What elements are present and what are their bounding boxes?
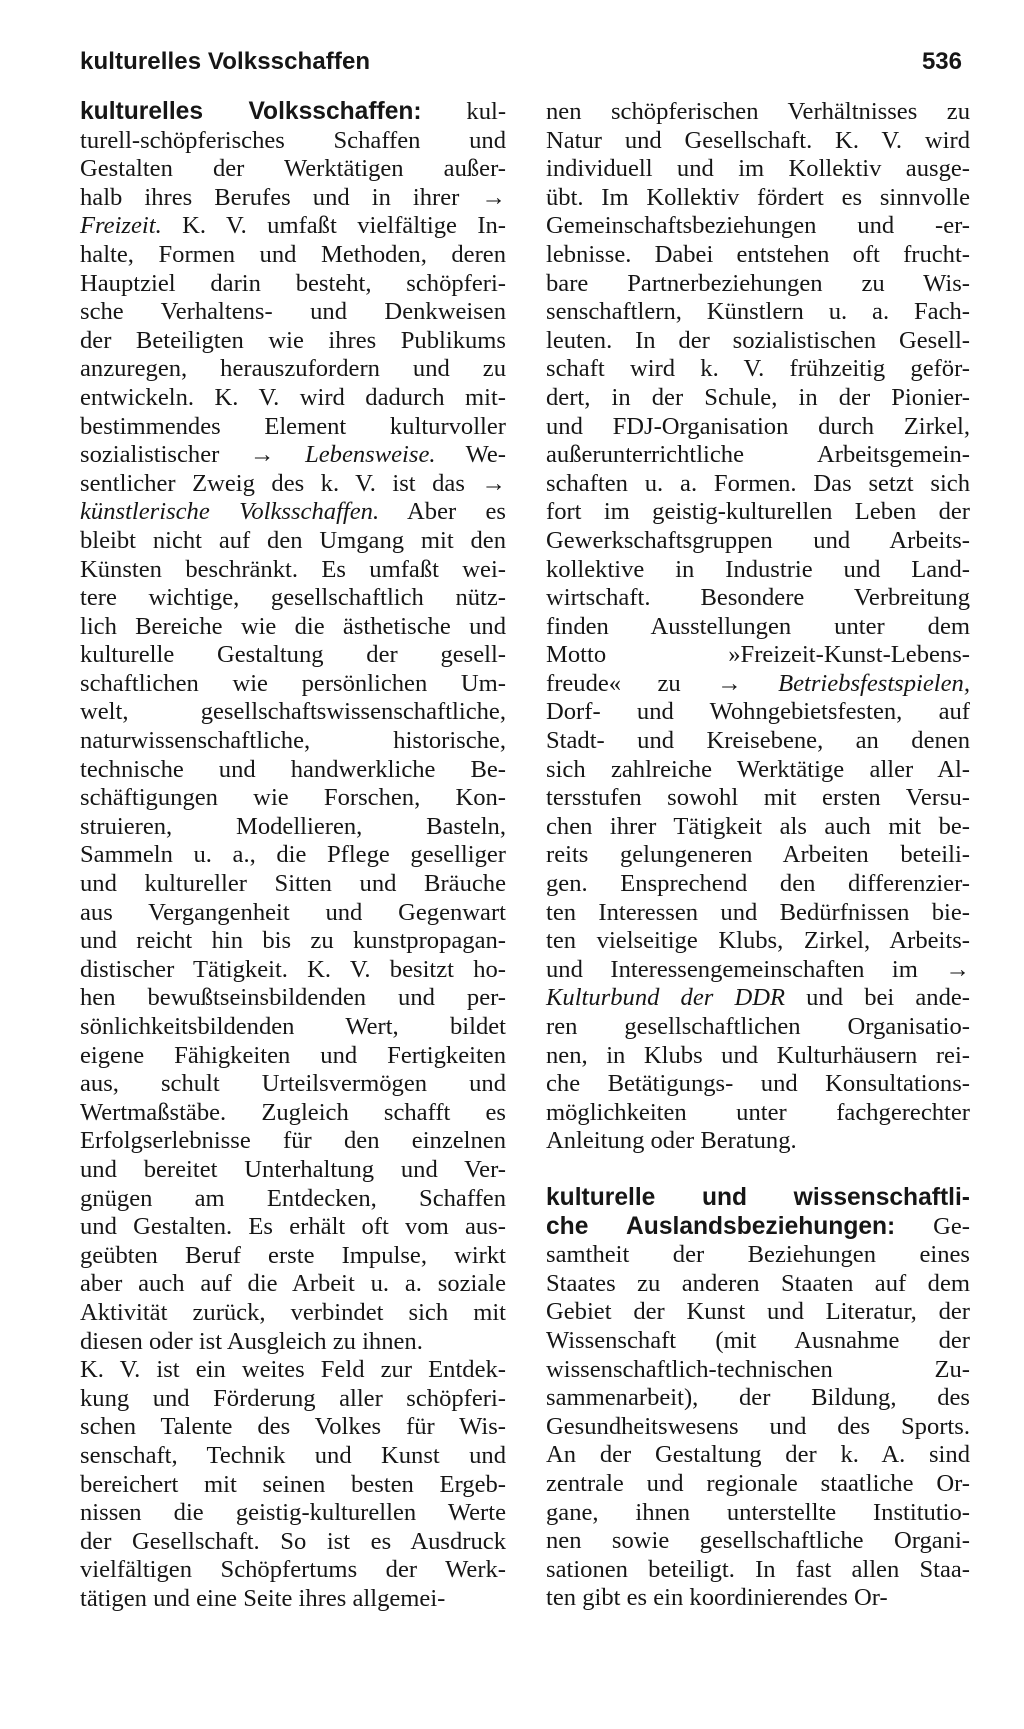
text-line — [546, 1413, 970, 1442]
text-line — [80, 1556, 506, 1585]
line-text: außerunterrichtliche Arbeitsgemein- — [546, 441, 970, 469]
text-line — [80, 698, 506, 727]
line-text: der Beteiligten wie ihres Publikums — [80, 326, 506, 354]
line-text: eigene Fähigkeiten und Fertigkeiten — [80, 1041, 506, 1069]
text-line — [546, 384, 970, 413]
text-line — [546, 727, 970, 756]
text-line — [546, 1556, 970, 1585]
text-line — [546, 756, 970, 785]
text-line — [546, 670, 970, 699]
line-text: und bereitet Unterhaltung und Ver- — [80, 1155, 506, 1183]
line-text: Gebiet der Kunst und Literatur, der — [546, 1298, 970, 1326]
text-line — [80, 527, 506, 556]
text-line — [546, 298, 970, 327]
line-text: halb ihres Berufes und in ihrer → — [80, 183, 506, 211]
text-line — [80, 613, 506, 642]
line-text: Gemeinschaftsbeziehungen und -er- — [546, 212, 970, 240]
line-text: und Gestalten. Es erhält oft vom aus- — [80, 1213, 506, 1241]
line-text: möglichkeiten unter fachgerechter — [546, 1098, 970, 1126]
text-line — [546, 1241, 970, 1270]
text-line — [80, 441, 506, 470]
text-line — [546, 956, 970, 985]
line-text: Sammeln u. a., die Pflege geselliger — [80, 841, 506, 869]
line-text: Hauptziel darin besteht, schöpferi- — [80, 269, 506, 297]
page-number: 536 — [921, 48, 962, 75]
line-text: wirtschaft. Besondere Verbreitung — [546, 584, 970, 612]
line-text: entwickeln. K. V. wird dadurch mit- — [80, 383, 506, 411]
line-text: anzuregen, herauszufordern und zu — [80, 355, 506, 383]
text-line — [80, 584, 506, 613]
line-text: sche Verhaltens- und Denkweisen — [80, 298, 506, 326]
line-text: fort im geistig-kulturellen Leben der — [546, 498, 970, 526]
line-text: sönlichkeitsbildenden Wert, bildet — [80, 1013, 506, 1040]
text-line — [80, 1013, 506, 1042]
line-text: ten gibt es ein koordinierendes Or- — [546, 1584, 888, 1612]
text-line — [546, 613, 970, 642]
text-line — [80, 1070, 506, 1099]
line-text: aus, schult Urteilsvermögen und — [80, 1070, 506, 1098]
line-text: lebnisse. Dabei entstehen oft frucht- — [546, 240, 970, 268]
text-line — [80, 413, 506, 442]
line-text: hen bewußtseinsbildenden und per- — [80, 984, 506, 1012]
text-line — [80, 1585, 506, 1614]
text-line — [80, 1156, 506, 1185]
text-line — [80, 498, 506, 527]
headword: kulturelles Volksschaffen: — [80, 98, 422, 125]
line-text: Erfolgserlebnisse für den einzelnen — [80, 1127, 506, 1155]
text-line — [80, 1042, 506, 1071]
line-text: kung und Förderung aller schöpferi- — [80, 1384, 506, 1412]
line-text: nen, in Klubs und Kulturhäusern rei- — [546, 1041, 970, 1069]
line-text: kollektive in Industrie und Land- — [546, 555, 970, 583]
text-line — [80, 1185, 506, 1214]
line-text: Gewerkschaftsgruppen und Arbeits- — [546, 526, 970, 554]
text-line — [546, 184, 970, 213]
text-line — [546, 413, 970, 442]
line-text: Künsten beschränkt. Es umfaßt wei- — [80, 555, 506, 583]
line-text: aus Vergangenheit und Gegenwart — [80, 898, 506, 926]
text-line — [546, 556, 970, 585]
text-line — [546, 1441, 970, 1470]
text-line — [546, 1099, 970, 1128]
left-column — [80, 98, 506, 1613]
text-line — [546, 813, 970, 842]
line-text: Staates zu anderen Staaten auf dem — [546, 1269, 970, 1297]
text-line — [546, 1356, 970, 1385]
line-text: freude« zu → Betriebsfestspielen, — [546, 669, 970, 697]
line-text: diesen oder ist Ausgleich zu ihnen. — [80, 1327, 423, 1355]
line-text: und FDJ-Organisation durch Zirkel, — [546, 412, 970, 440]
line-text: tersstufen sowohl mit ersten Versu- — [546, 784, 970, 812]
line-text: schen Talente des Volkes für Wis- — [80, 1413, 506, 1441]
text-line — [546, 127, 970, 156]
text-line — [80, 956, 506, 985]
text-line — [80, 355, 506, 384]
line-text: Wertmaßstäbe. Zugleich schafft es — [80, 1098, 506, 1126]
line-text: welt, gesellschaftswissenschaftliche, — [80, 698, 506, 726]
text-line — [80, 327, 506, 356]
line-text: sentlicher Zweig des k. V. ist das → — [80, 469, 506, 497]
text-line — [546, 1298, 970, 1327]
line-text: ten Interessen und Bedürfnissen bie- — [546, 898, 970, 926]
line-text: chen ihrer Tätigkeit als auch mit be- — [546, 812, 970, 840]
text-line — [80, 1413, 506, 1442]
text-line — [546, 241, 970, 270]
line-text: K. V. ist ein weites Feld zur Entdek- — [80, 1356, 506, 1384]
text-line — [546, 698, 970, 727]
line-text: Ge- — [895, 1212, 970, 1240]
line-text: vielfältigen Schöpfertums der Werk- — [80, 1556, 506, 1584]
line-text: und reicht hin bis zu kunstpropagan- — [80, 927, 506, 955]
text-line — [546, 927, 970, 956]
line-text: Natur und Gesellschaft. K. V. wird — [546, 126, 970, 154]
text-line — [546, 1070, 970, 1099]
line-text: naturwissenschaftliche, historische, — [80, 727, 506, 755]
line-text: sationen beteiligt. In fast allen Staa- — [546, 1555, 970, 1583]
text-line — [546, 355, 970, 384]
line-text: Wissenschaft (mit Ausnahme der — [546, 1326, 970, 1354]
text-line — [546, 1127, 970, 1156]
page-header — [80, 48, 962, 88]
line-text: Kulturbund der DDR und bei ande- — [546, 984, 971, 1012]
text-line — [80, 1328, 506, 1357]
text-line — [546, 470, 970, 499]
text-line — [80, 1299, 506, 1328]
text-line — [80, 155, 506, 184]
text-line — [80, 727, 506, 756]
text-line — [80, 212, 506, 241]
line-text: senschaftlern, Künstlern u. a. Fach- — [546, 298, 970, 326]
line-text: turell-schöpferisches Schaffen und — [80, 126, 506, 154]
line-text: technische und handwerkliche Be- — [80, 755, 506, 783]
line-text: nen schöpferischen Verhältnisses zu — [546, 98, 970, 125]
text-line — [80, 1242, 506, 1271]
line-text: Gestalten der Werktätigen außer- — [80, 155, 506, 183]
line-text: wissenschaftlich-technischen Zu- — [546, 1355, 970, 1383]
text-line — [80, 870, 506, 899]
line-text: ren gesellschaftlichen Organisatio- — [546, 1013, 970, 1040]
text-line — [546, 1527, 970, 1556]
text-line — [80, 784, 506, 813]
text-line — [546, 1042, 970, 1071]
line-text: sozialistischer → Lebensweise. We- — [80, 441, 507, 469]
line-text: kulturelle Gestaltung der gesell- — [80, 641, 506, 669]
text-line — [546, 527, 970, 556]
text-line — [546, 441, 970, 470]
text-line — [80, 1127, 506, 1156]
line-text: reits gelungeneren Arbeiten beteili- — [546, 841, 970, 869]
line-text: schaften u. a. Formen. Das setzt sich — [546, 469, 970, 497]
text-line — [80, 470, 506, 499]
line-text: Dorf- und Wohngebietsfesten, auf — [546, 698, 970, 726]
text-line — [80, 756, 506, 785]
text-line — [546, 899, 970, 928]
text-line — [80, 641, 506, 670]
line-text: gane, ihnen unterstellte Institutio- — [546, 1498, 970, 1526]
line-text: zentrale und regionale staatliche Or- — [546, 1469, 970, 1497]
text-line — [80, 1213, 506, 1242]
text-line — [80, 98, 506, 127]
entry-gap — [546, 1156, 970, 1184]
line-text: nen sowie gesellschaftliche Organi- — [546, 1527, 970, 1555]
text-line — [80, 241, 506, 270]
text-line — [80, 1099, 506, 1128]
text-line — [546, 1270, 970, 1299]
line-text: Anleitung oder Beratung. — [546, 1127, 797, 1155]
text-line — [80, 1499, 506, 1528]
line-text: samtheit der Beziehungen eines — [546, 1241, 970, 1269]
text-line — [80, 556, 506, 585]
text-line — [546, 1584, 970, 1613]
line-text: übt. Im Kollektiv fördert es sinnvolle — [546, 183, 970, 211]
text-line — [546, 212, 970, 241]
line-text: künstlerische Volksschaffen. Aber es — [80, 498, 506, 526]
line-text: bestimmendes Element kulturvoller — [80, 412, 506, 440]
line-text: Freizeit. K. V. umfaßt vielfältige In- — [80, 212, 506, 240]
text-line — [80, 270, 506, 299]
text-line — [80, 1471, 506, 1500]
text-line — [546, 1213, 970, 1242]
line-text: bleibt nicht auf den Umgang mit den — [80, 526, 506, 554]
line-text: Motto »Freizeit-Kunst-Lebens- — [546, 641, 970, 669]
line-text: Aktivität zurück, verbindet sich mit — [80, 1298, 506, 1326]
text-line — [80, 1356, 506, 1385]
text-line — [546, 498, 970, 527]
line-text: distischer Tätigkeit. K. V. besitzt ho- — [80, 955, 506, 983]
text-line — [80, 298, 506, 327]
text-line — [546, 327, 970, 356]
text-line — [546, 155, 970, 184]
line-text: senschaft, Technik und Kunst und — [80, 1441, 506, 1469]
line-text: schäftigungen wie Forschen, Kon- — [80, 784, 506, 812]
text-line — [80, 384, 506, 413]
line-text: tätigen und eine Seite ihres allgemei- — [80, 1584, 446, 1612]
line-text: gnügen am Entdecken, Schaffen — [80, 1184, 506, 1212]
text-line — [546, 270, 970, 299]
line-text: schaft wird k. V. frühzeitig geför- — [546, 355, 970, 383]
line-text: und kultureller Sitten und Bräuche — [80, 870, 506, 898]
right-column — [546, 98, 970, 1613]
text-line — [80, 670, 506, 699]
text-line — [80, 899, 506, 928]
text-line — [546, 1184, 970, 1213]
line-text: leuten. In der sozialistischen Gesell- — [546, 326, 970, 354]
text-line — [546, 1499, 970, 1528]
text-line — [546, 841, 970, 870]
text-line — [546, 984, 970, 1013]
text-line — [546, 98, 970, 127]
headword: che Auslandsbeziehungen: — [546, 1212, 896, 1240]
text-line — [546, 784, 970, 813]
line-text: bereichert mit seinen besten Ergeb- — [80, 1470, 506, 1498]
line-text: und Interessengemeinschaften im → — [546, 955, 970, 983]
text-line — [546, 870, 970, 899]
line-text: schaftlichen wie persönlichen Um- — [80, 669, 506, 697]
line-text: nissen die geistig-kulturellen Werte — [80, 1499, 506, 1527]
text-line — [546, 584, 970, 613]
line-text: struieren, Modellieren, Basteln, — [80, 812, 506, 840]
line-text: gen. Ensprechend den differenzier- — [546, 870, 970, 898]
text-line — [80, 1528, 506, 1557]
text-line — [80, 1385, 506, 1414]
line-text: sammenarbeit), der Bildung, des — [546, 1384, 970, 1412]
line-text: geübten Beruf erste Impulse, wirkt — [80, 1241, 506, 1269]
text-line — [546, 1470, 970, 1499]
line-text: Gesundheitswesens und des Sports. — [546, 1412, 970, 1440]
text-line — [80, 184, 506, 213]
line-text: der Gesellschaft. So ist es Ausdruck — [80, 1527, 506, 1555]
text-line — [80, 841, 506, 870]
line-text: halte, Formen und Methoden, deren — [80, 240, 506, 268]
line-text: lich Bereiche wie die ästhetische und — [80, 612, 506, 640]
running-head: kulturelles Volksschaffen — [80, 48, 371, 75]
text-line — [546, 641, 970, 670]
headword: kulturelle und wissenschaftli- — [546, 1183, 970, 1211]
line-text: Stadt- und Kreisebene, an denen — [546, 727, 970, 755]
text-line — [80, 927, 506, 956]
line-text: bare Partnerbeziehungen zu Wis- — [546, 269, 970, 297]
text-line — [80, 813, 506, 842]
line-text: ten vielseitige Klubs, Zirkel, Arbeits- — [546, 927, 970, 955]
line-text: sich zahlreiche Werktätige aller Al- — [546, 755, 970, 783]
line-text: che Betätigungs- und Konsultations- — [546, 1070, 970, 1098]
line-text: kul- — [421, 98, 507, 125]
text-line — [80, 1442, 506, 1471]
line-text: dert, in der Schule, in der Pionier- — [546, 383, 970, 411]
text-line — [80, 984, 506, 1013]
line-text: finden Ausstellungen unter dem — [546, 612, 970, 640]
line-text: An der Gestaltung der k. A. sind — [546, 1441, 970, 1469]
text-line — [546, 1327, 970, 1356]
text-line — [80, 127, 506, 156]
line-text: aber auch auf die Arbeit u. a. soziale — [80, 1270, 506, 1298]
line-text: tere wichtige, gesellschaftlich nütz- — [80, 584, 506, 612]
text-line — [80, 1270, 506, 1299]
line-text: individuell und im Kollektiv ausge- — [546, 155, 970, 183]
text-line — [546, 1384, 970, 1413]
text-line — [546, 1013, 970, 1042]
